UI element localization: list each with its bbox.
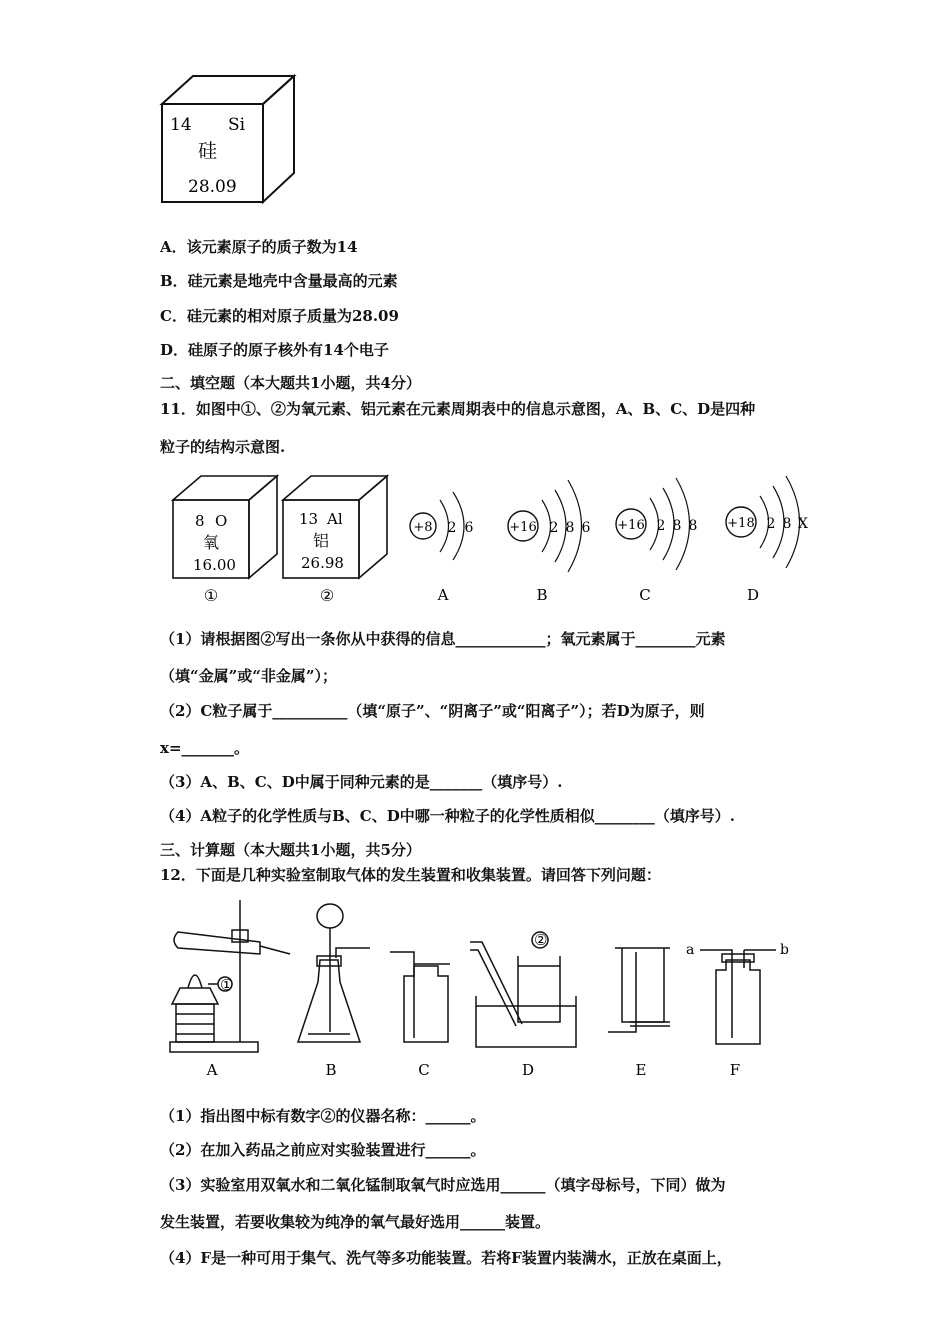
q11-part2: （2）C粒子属于__________（填“原子”、“阴离子”或“阳离子”）；若D为原子，则 [160,702,705,720]
particle-label-a: A [437,586,449,604]
oxygen-symbol: O [215,512,228,530]
q12-part2: （2）在加入药品之前应对实验装置进行______。 [160,1141,486,1159]
silicon-element-card [158,72,298,207]
aluminum-atomic-number: 13 [299,510,319,528]
q11-part2-cont: x=_______。 [160,739,250,757]
silicon-mass: 28.09 [188,177,237,197]
particle-c-shell-1: 2 [656,518,666,534]
q12-part3-cont: 发生装置，若要收集较为纯净的氧气最好选用______装置。 [160,1213,551,1231]
silicon-symbol: Si [228,115,246,135]
apparatus-mark-2: ② [534,931,548,949]
oxygen-name: 氧 [203,533,220,552]
apparatus-label-f: F [729,1061,741,1079]
silicon-atomic-number: 14 [170,115,192,135]
particle-a-diagram [410,492,474,604]
figure-label-2: ② [319,586,335,605]
question-11-stem-cont: 粒子的结构示意图. [160,438,286,456]
aluminum-element-card [283,476,387,605]
aluminum-mass: 26.98 [301,554,344,572]
particle-a-nucleus: +8 [413,520,433,535]
apparatus-mark-1: ① [220,976,234,994]
question-11-stem: 11．如图中①、②为氧元素、铝元素在元素周期表中的信息示意图，A、B、C、D是四种 [160,400,756,418]
figure-12-apparatus [160,892,800,1087]
particle-b-diagram [508,480,591,604]
section-heading-calculation: 三、计算题（本大题共1小题，共5分） [160,841,421,859]
particle-d-diagram [726,476,808,604]
option-c: C．硅元素的相对原子质量为28.09 [160,307,399,325]
q11-part4: （4）A粒子的化学性质与B、C、D中哪一种粒子的化学性质相似________（填序号）. [160,807,735,825]
q12-part1: （1）指出图中标有数字②的仪器名称：______。 [160,1107,486,1125]
particle-b-nucleus: +16 [509,520,537,535]
oxygen-element-card [173,476,277,605]
section-heading-fill-in: 二、填空题（本大题共1小题，共4分） [160,374,421,392]
apparatus-d [470,932,576,1047]
particle-a-shell-2: 6 [464,520,474,536]
silicon-name: 硅 [198,140,218,162]
particle-label-d: D [746,586,760,604]
q12-part3: （3）实验室用双氧水和二氧化锰制取氧气时应选用______（填字母标号，下同）做为 [160,1176,726,1194]
particle-c-shell-3: 8 [688,518,698,534]
apparatus-f [700,950,776,1044]
apparatus-c [390,952,450,1042]
particle-label-b: B [536,586,548,604]
apparatus-e [608,948,670,1032]
option-b: B．硅元素是地壳中含量最高的元素 [160,272,398,290]
apparatus-label-e: E [635,1061,647,1079]
particle-c-diagram [616,478,697,604]
figure-11-diagram [165,470,825,610]
q11-part1-cont: （填“金属”或“非金属”）； [160,667,338,685]
q11-part3: （3）A、B、C、D中属于同种元素的是_______（填序号）. [160,773,563,791]
figure-label-1: ① [203,586,219,605]
apparatus-b [298,904,370,1042]
oxygen-atomic-number: 8 [195,512,205,530]
option-a: A．该元素原子的质子数为14 [160,238,358,256]
oxygen-mass: 16.00 [193,556,236,574]
q12-part4: （4）F是一种可用于集气、洗气等多功能装置。若将F装置内装满水，正放在桌面上， [160,1249,732,1267]
apparatus-label-b: B [325,1061,337,1079]
particle-d-shell-2: 8 [782,516,792,532]
aluminum-name: 铝 [313,531,330,550]
option-d: D．硅原子的原子核外有14个电子 [160,341,389,359]
particle-b-shell-3: 6 [581,520,591,536]
port-a-label: a [686,942,695,958]
port-b-label: b [780,942,789,958]
particle-d-nucleus: +18 [727,516,755,531]
particle-c-nucleus: +16 [617,518,645,533]
apparatus-label-c: C [418,1061,430,1079]
aluminum-symbol: Al [327,510,343,528]
particle-b-shell-1: 2 [549,520,559,536]
question-12-stem: 12．下面是几种实验室制取气体的发生装置和收集装置。请回答下列问题： [160,866,661,884]
apparatus-label-a: A [206,1061,218,1079]
particle-c-shell-2: 8 [672,518,682,534]
particle-d-shell-3: X [798,516,808,532]
q11-part1: （1）请根据图②写出一条你从中获得的信息____________；氧元素属于________元素 [160,630,726,648]
apparatus-label-d: D [521,1061,535,1079]
particle-b-shell-2: 8 [565,520,575,536]
particle-a-shell-1: 2 [447,520,457,536]
particle-label-c: C [639,586,651,604]
particle-d-shell-1: 2 [766,516,776,532]
